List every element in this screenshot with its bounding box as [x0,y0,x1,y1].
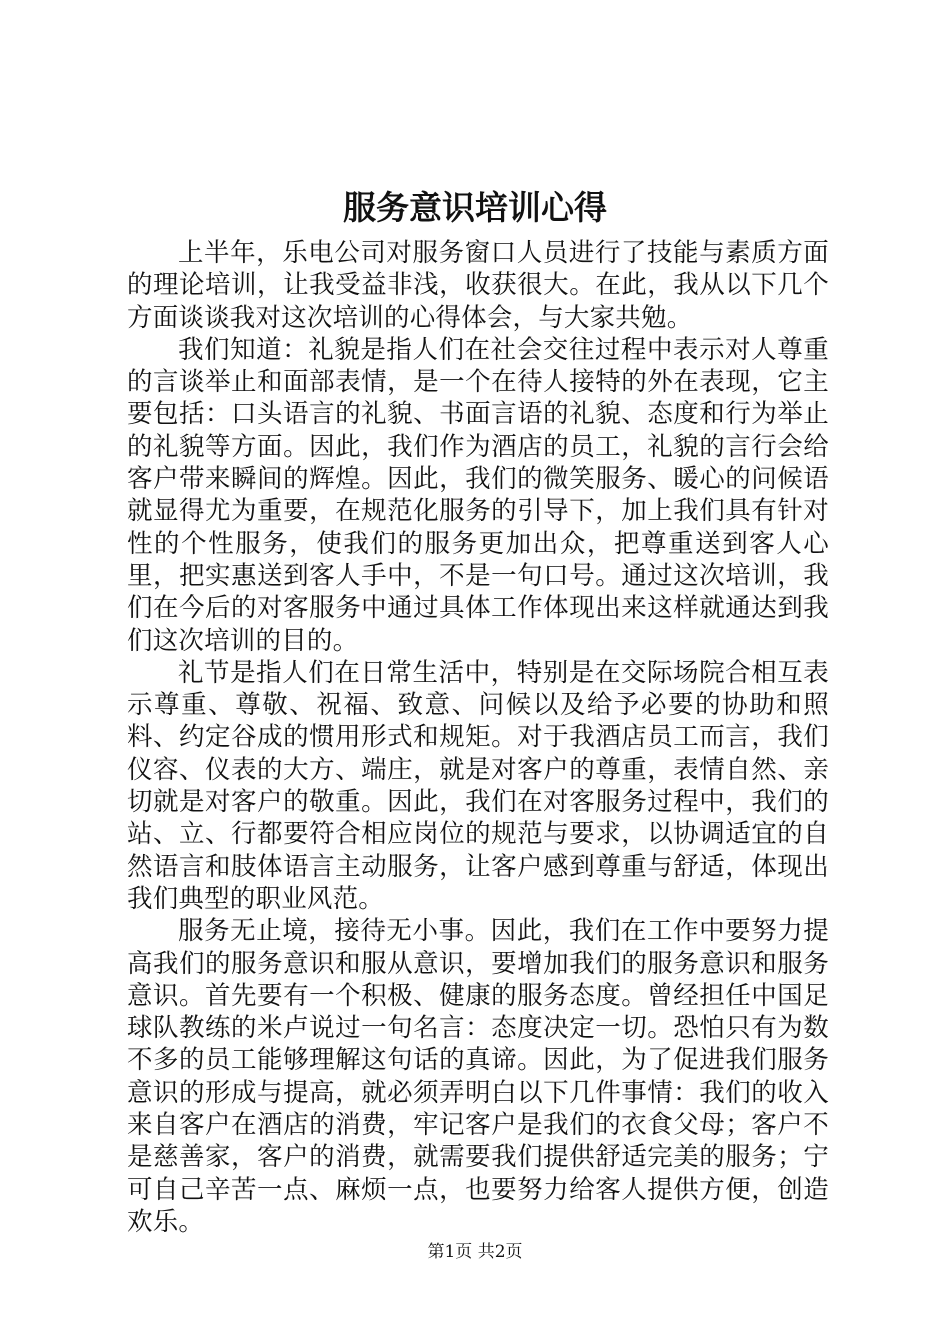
document-body [127,237,829,1238]
paragraph-3: 礼节是指人们在日常生活中，特别是在交际场院合相互表示尊重、尊敬、祝福、致意、问候以及给予必要的协助和照料、约定谷成的惯用形式和规矩。对于我酒店员工而言，我们仪容、仪表的大方、端庄，就是对客户的尊重，表情自然、亲切就是对客户的敬重。因此，我们在对客服务过程中，我们的站、立、行都要符合相应岗位的规范与要求，以协调适宜的自然语言和肢体语言主动服务，让客户感到尊重与舒适，体现出我们典型的职业风范。 [127,657,829,914]
paragraph-1: 上半年，乐电公司对服务窗口人员进行了技能与素质方面的理论培训，让我受益非浅，收获很大。在此，我从以下几个方面谈谈我对这次培训的心得体会，与大家共勉。 [127,238,829,333]
paragraph-4: 服务无止境，接待无小事。因此，我们在工作中要努力提高我们的服务意识和服从意识，要增加我们的服务意识和服务意识。首先要有一个积极、健康的服务态度。曾经担任中国足球队教练的米卢说过一句名言：态度决定一切。恐怕只有为数不多的员工能够理解这句话的真谛。因此，为了促进我们服务意识的形成与提高，就必须弄明白以下几件事情：我们的收入来自客户在酒店的消费，牢记客户是我们的衣食父母；客户不是慈善家，客户的消费，就需要我们提供舒适完美的服务；宁可自己辛苦一点、麻烦一点，也要努力给客人提供方便，创造欢乐。 [127,916,829,1237]
page-number-footer: 第1页 共2页 [427,1242,523,1262]
paragraph-2: 我们知道：礼貌是指人们在社会交往过程中表示对人尊重的言谈举止和面部表情，是一个在待人接特的外在表现，它主要包括：口头语言的礼貌、书面言语的礼貌、态度和行为举止的礼貌等方面。因此，我们作为酒店的员工，礼貌的言行会给客户带来瞬间的辉煌。因此，我们的微笑服务、暖心的问候语就显得尤为重要，在规范化服务的引导下，加上我们具有针对性的个性服务，使我们的服务更加出众，把尊重送到客人心里，把实惠送到客人手中，不是一句口号。通过这次培训，我们在今后的对客服务中通过具体工作体现出来这样就通达到我们这次培训的目的。 [127,334,829,656]
document-title: 服务意识培训心得 [343,188,607,227]
